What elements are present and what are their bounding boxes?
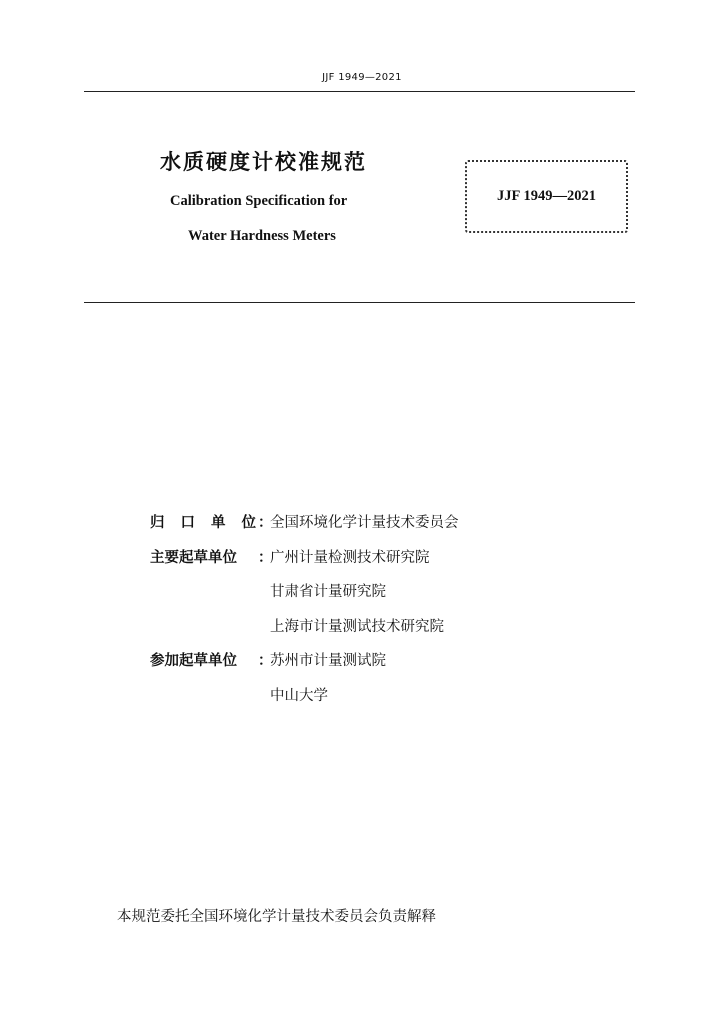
header-spec-code: JJF 1949—2021 (322, 72, 402, 83)
label-char: 口 (180, 515, 195, 531)
participating-drafter-label: 参加起草单位 (150, 653, 237, 669)
spec-code-box (465, 160, 628, 233)
participating-drafter-value: 苏州市计量测试院 (270, 653, 386, 669)
participating-drafter-value: 中山大学 (270, 687, 328, 704)
title-english-line-2: Water Hardness Meters (188, 228, 336, 244)
main-drafter-value: 上海市计量测试技术研究院 (270, 618, 444, 635)
label-colon: ： (258, 515, 273, 531)
label-colon: ： (258, 549, 273, 566)
label-char: 单 (211, 515, 226, 531)
title-english-line-1: Calibration Specification for (170, 193, 348, 209)
main-drafter-value: 广州计量检测技术研究院 (270, 549, 430, 566)
label-colon: ： (258, 653, 273, 669)
responsible-unit-value: 全国环境化学计量技术委员会 (270, 515, 459, 531)
main-drafter-value: 甘肃省计量研究院 (270, 584, 386, 600)
label-char: 归 (150, 515, 165, 531)
title-rule (84, 302, 635, 303)
spec-code-box-text: JJF 1949—2021 (497, 188, 596, 204)
responsible-unit-label (150, 512, 256, 534)
label-char: 位 (241, 515, 256, 531)
main-drafter-label: 主要起草单位 (150, 549, 237, 566)
interpretation-note: 本规范委托全国环境化学计量技术委员会负责解释 (117, 909, 436, 925)
title-chinese: 水质硬度计校准规范 (160, 150, 367, 174)
header-rule (84, 91, 635, 92)
